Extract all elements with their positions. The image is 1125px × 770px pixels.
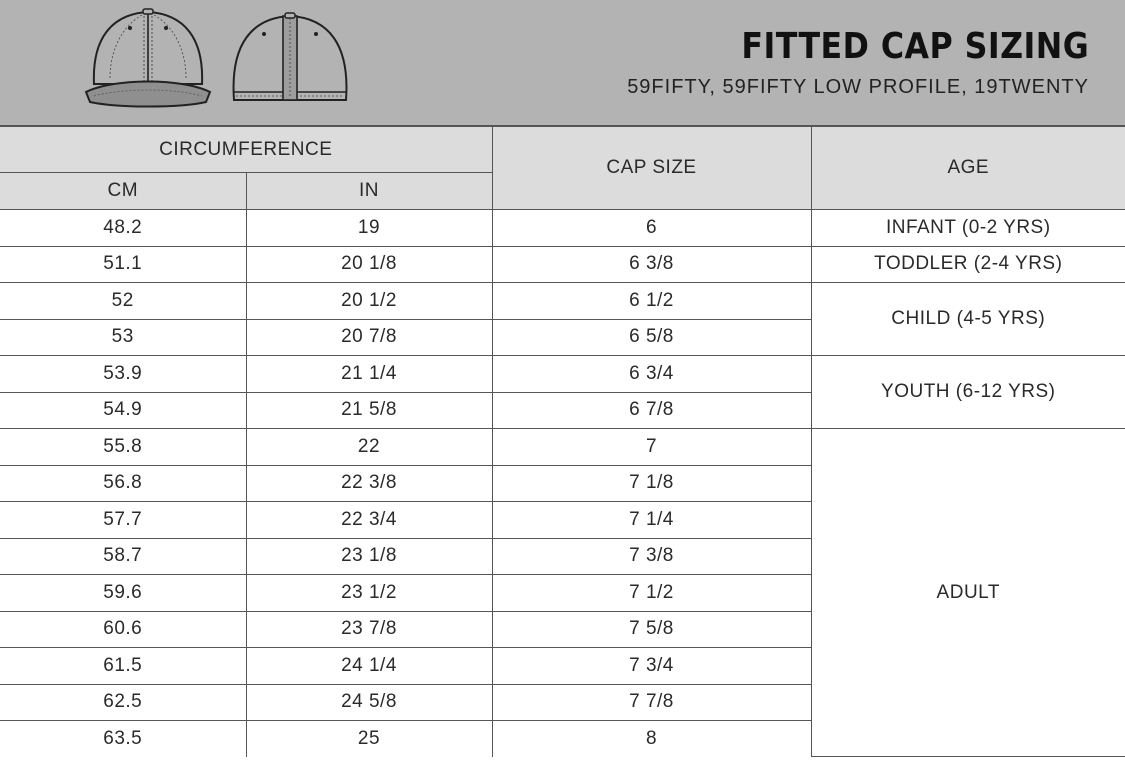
cap-size-cell: 6 1/2: [492, 283, 811, 320]
in-cell: 24 5/8: [246, 684, 492, 721]
in-cell: 22 3/4: [246, 502, 492, 539]
cm-cell: 56.8: [0, 465, 246, 502]
in-cell: 23 7/8: [246, 611, 492, 648]
cap-size-cell: 6 7/8: [492, 392, 811, 429]
age-group-cell: YOUTH (6-12 YRS): [811, 356, 1125, 429]
age-group-cell: INFANT (0-2 YRS): [811, 210, 1125, 247]
circumference-header: CIRCUMFERENCE: [0, 127, 492, 173]
cap-size-cell: 6 3/8: [492, 246, 811, 283]
table-row: [0, 356, 1125, 393]
in-cell: 22 3/8: [246, 465, 492, 502]
cm-cell: 55.8: [0, 429, 246, 466]
in-cell: 23 1/2: [246, 575, 492, 612]
in-cell: 24 1/4: [246, 648, 492, 685]
cm-cell: 51.1: [0, 246, 246, 283]
cm-cell: 61.5: [0, 648, 246, 685]
in-header: IN: [246, 173, 492, 210]
cap-size-cell: 7 3/8: [492, 538, 811, 575]
cm-cell: 58.7: [0, 538, 246, 575]
in-cell: 21 5/8: [246, 392, 492, 429]
in-cell: 23 1/8: [246, 538, 492, 575]
in-cell: 21 1/4: [246, 356, 492, 393]
cap-size-cell: 7 3/4: [492, 648, 811, 685]
age-group-cell: ADULT: [811, 429, 1125, 757]
cm-cell: 62.5: [0, 684, 246, 721]
table-row: [0, 429, 1125, 466]
cm-cell: 59.6: [0, 575, 246, 612]
age-group-cell: CHILD (4-5 YRS): [811, 283, 1125, 356]
cm-cell: 52: [0, 283, 246, 320]
in-cell: 20 7/8: [246, 319, 492, 356]
in-cell: 19: [246, 210, 492, 247]
table-row: [0, 283, 1125, 320]
cm-cell: 63.5: [0, 721, 246, 757]
table-row: [0, 246, 1125, 283]
age-group-cell: TODDLER (2-4 YRS): [811, 246, 1125, 283]
cm-cell: 53: [0, 319, 246, 356]
page-title: FITTED CAP SIZING: [741, 26, 1089, 67]
cm-cell: 53.9: [0, 356, 246, 393]
cap-size-cell: 8: [492, 721, 811, 757]
cm-cell: 57.7: [0, 502, 246, 539]
cap-size-cell: 7 1/4: [492, 502, 811, 539]
sizing-table: [0, 127, 1125, 757]
cm-cell: 60.6: [0, 611, 246, 648]
cap-size-cell: 6: [492, 210, 811, 247]
cap-front-icon: [84, 8, 214, 112]
cm-cell: 54.9: [0, 392, 246, 429]
cap-size-cell: 6 3/4: [492, 356, 811, 393]
cap-back-icon: [228, 12, 352, 108]
cap-size-cell: 7 1/8: [492, 465, 811, 502]
page-subtitle: 59FIFTY, 59FIFTY LOW PROFILE, 19TWENTY: [627, 76, 1089, 98]
age-header: AGE: [811, 127, 1125, 210]
cap-size-header: CAP SIZE: [492, 127, 811, 210]
cap-size-cell: 6 5/8: [492, 319, 811, 356]
in-cell: 20 1/2: [246, 283, 492, 320]
size-rows: [0, 210, 1125, 757]
cap-size-cell: 7 5/8: [492, 611, 811, 648]
cm-cell: 48.2: [0, 210, 246, 247]
cap-size-cell: 7: [492, 429, 811, 466]
cm-header: CM: [0, 173, 246, 210]
in-cell: 20 1/8: [246, 246, 492, 283]
in-cell: 25: [246, 721, 492, 757]
table-row: [0, 210, 1125, 247]
cap-size-cell: 7 1/2: [492, 575, 811, 612]
header-banner: [0, 0, 1125, 127]
cap-size-cell: 7 7/8: [492, 684, 811, 721]
in-cell: 22: [246, 429, 492, 466]
